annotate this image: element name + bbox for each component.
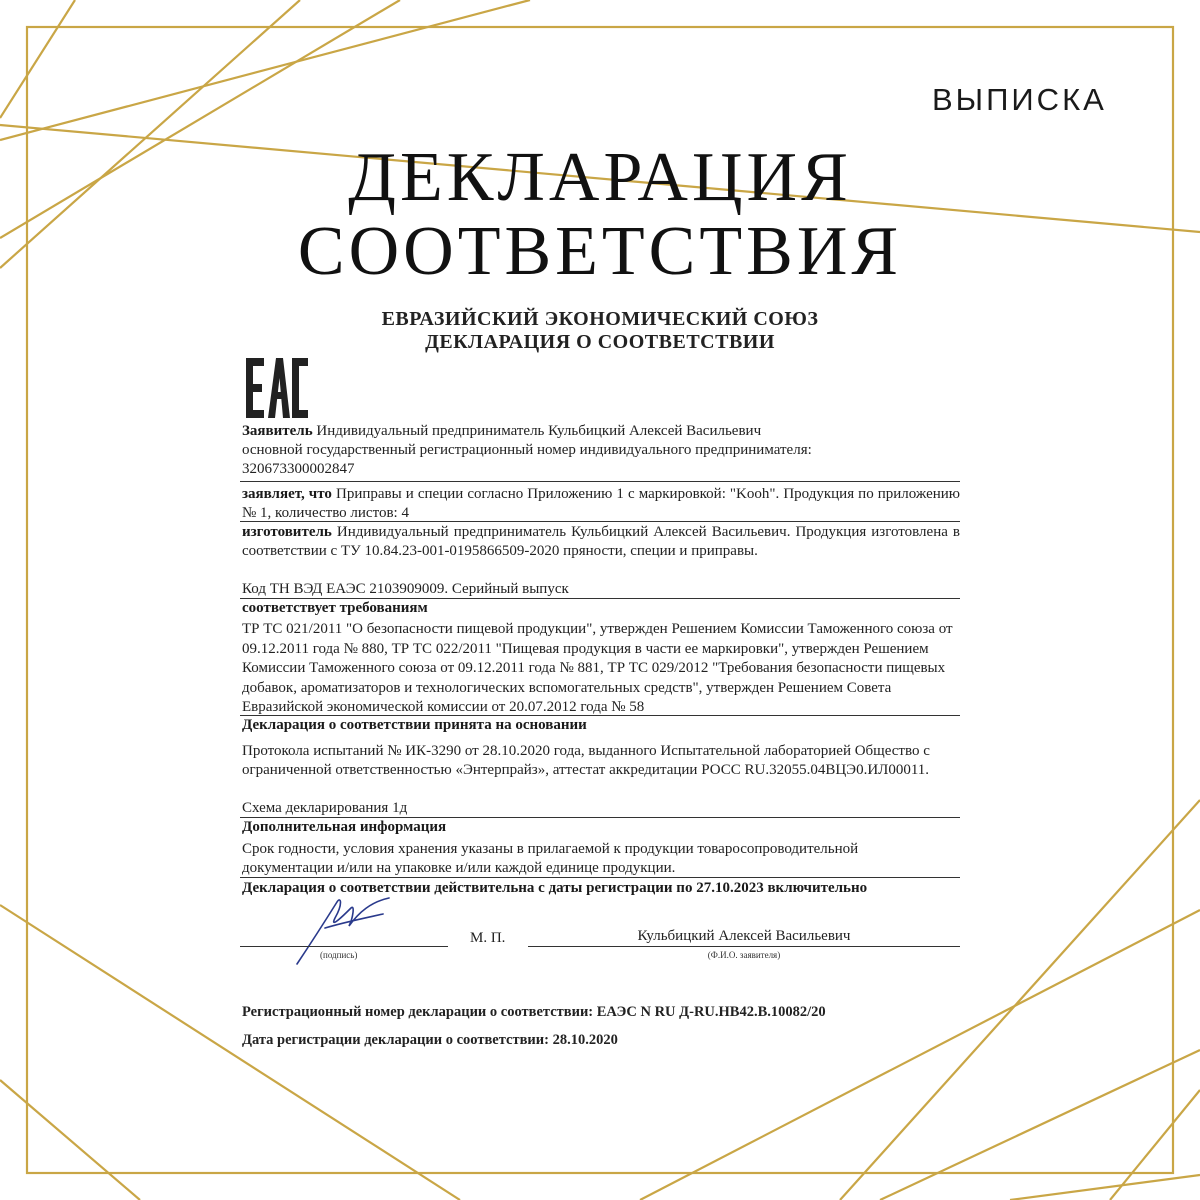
signer-caption: (Ф.И.О. заявителя) xyxy=(707,950,781,960)
gold-line xyxy=(1010,1175,1200,1200)
divider xyxy=(240,481,960,482)
manufacturer-text: Индивидуальный предприниматель Кульбицкий Алексей Васильевич. Продукция изготовлена в соответствии с ТУ 10.84.23-001-0195866509-2020 пряности, специи и приправы. xyxy=(242,524,960,559)
applicant-section xyxy=(242,422,960,479)
applicant-label: Заявитель xyxy=(242,423,313,439)
signer-name-line xyxy=(528,946,960,947)
stamp-label: М. П. xyxy=(470,930,506,946)
ogrn-text: основной государственный регистрационный номер индивидуального предпринимателя: xyxy=(242,442,812,458)
signer-name: Кульбицкий Алексей Васильевич xyxy=(637,928,851,944)
declaration-heading: ДЕКЛАРАЦИЯ О СООТВЕТСТВИИ xyxy=(425,331,775,353)
divider xyxy=(240,877,960,878)
gold-line xyxy=(0,0,530,140)
gold-line xyxy=(880,1050,1200,1200)
divider xyxy=(240,521,960,522)
page-title-line-1: ДЕКЛАРАЦИЯ xyxy=(348,139,852,216)
basis-text: Протокола испытаний № ИК-3290 от 28.10.2020 года, выданного Испытательной лабораторией Общество с ограниченной ответственностью «Энтерпрайз», аттестат аккредитации РОСС RU.32055.04ВЦЭ0.ИЛ00011. xyxy=(242,743,930,778)
basis-label xyxy=(242,716,960,735)
extract-badge: ВЫПИСКА xyxy=(932,82,1107,117)
page-title-line-2: СООТВЕТСТВИЯ xyxy=(297,213,903,290)
additional-label-text: Дополнительная информация xyxy=(242,819,447,835)
declares-text: Приправы и специи согласно Приложению 1 с маркировкой: "Kooh". Продукция по приложению № 1, количество листов: 4 xyxy=(242,486,961,521)
manufacturer-label: изготовитель xyxy=(242,524,332,540)
declares-section xyxy=(242,485,960,523)
registration-number: Регистрационный номер декларации о соответствии: ЕАЭС N RU Д-RU.НВ42.В.10082/20 xyxy=(242,1004,826,1020)
eac-logo-icon xyxy=(246,358,308,418)
requirements-label xyxy=(242,599,960,618)
validity-bold: Декларация о соответствии действительна с даты регистрации по 27.10.2023 включительно xyxy=(242,880,868,896)
requirements-label-text: соответствует требованиям xyxy=(242,600,428,616)
product-code: Код ТН ВЭД ЕАЭС 2103909009. Серийный выпуск xyxy=(242,581,569,597)
gold-line xyxy=(0,1080,140,1200)
signature-caption: (подпись) xyxy=(320,950,358,960)
basis-label-text: Декларация о соответствии принята на основании xyxy=(242,717,587,733)
gold-line xyxy=(1110,1090,1200,1200)
union-heading: ЕВРАЗИЙСКИЙ ЭКОНОМИЧЕСКИЙ СОЮЗ xyxy=(381,308,819,330)
ogrn-value: 320673300002847 xyxy=(242,461,355,477)
requirements-text: ТР ТС 021/2011 "О безопасности пищевой продукции", утвержден Решением Комиссии Таможенного союза от 09.12.2011 года № 880, ТР ТС 022/2011 "Пищевая продукция в части ее маркировки", утвержден Решением Комиссии Таможенного союза от 09.12.2011 года № 881, ТР ТС 029/2012 "Требования безопасности пищевых добавок, ароматизаторов и технологических вспомогательных средств", утвержден Решением Совета Евразийской экономической комиссии от 20.07.2012 года № 58 xyxy=(242,621,953,715)
scheme-text: Схема декларирования 1д xyxy=(242,800,408,816)
applicant-name: Индивидуальный предприниматель Кульбицкий Алексей Васильевич xyxy=(316,423,762,439)
signature-line xyxy=(240,946,448,947)
registration-date: Дата регистрации декларации о соответствии: 28.10.2020 xyxy=(242,1032,618,1048)
gold-line xyxy=(0,0,75,118)
declares-label: заявляет, что xyxy=(242,486,332,502)
additional-label xyxy=(242,818,960,837)
additional-text: Срок годности, условия хранения указаны в прилагаемой к продукции товаросопроводительной документации и/или на упаковке и/или каждой единице продукции. xyxy=(242,841,859,876)
manufacturer-section xyxy=(242,523,960,561)
